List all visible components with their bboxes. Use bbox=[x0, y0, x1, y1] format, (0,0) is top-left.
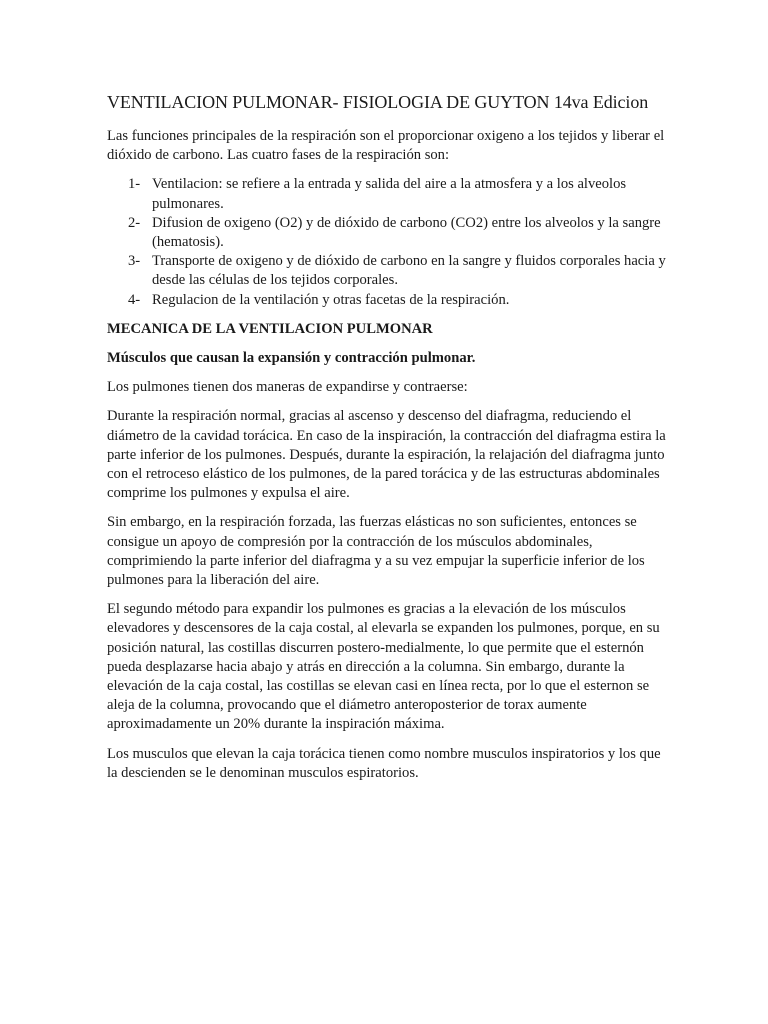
section-heading: MECANICA DE LA VENTILACION PULMONAR bbox=[107, 320, 433, 337]
document-title: VENTILACION PULMONAR- FISIOLOGIA DE GUYTON 14va Edicion bbox=[107, 92, 649, 112]
intro-paragraph: Las funciones principales de la respiración son el proporcionar oxigeno a los tejidos y liberar el dióxido de carbono. Las cuatro fases de la respiración son: bbox=[107, 128, 665, 164]
list-item-number: 1- bbox=[128, 176, 141, 193]
phases-list bbox=[107, 175, 667, 309]
list-item bbox=[107, 214, 667, 252]
body-paragraph: Durante la respiración normal, gracias al ascenso y descenso del diafragma, reduciendo el diámetro de la cavidad torácica. En caso de la inspiración, la contracción del diafragma estira la parte inferior de los pulmones. Después, durante la espiración, la relajación del diafragma junto con el retroceso elástico de los pulmones, de la pared torácica y de las estructuras abdominales comprime los pulmones y expulsa el aire. bbox=[107, 408, 666, 502]
list-item-number: 2- bbox=[128, 214, 141, 231]
list-item bbox=[107, 175, 667, 213]
list-item-number: 3- bbox=[128, 253, 141, 270]
list-item-text: Ventilacion: se refiere a la entrada y salida del aire a la atmosfera y a los alveolos pulmonares. bbox=[152, 176, 627, 212]
list-item-text: Regulacion de la ventilación y otras facetas de la respiración. bbox=[152, 291, 510, 308]
body-paragraph: Los pulmones tienen dos maneras de expandirse y contraerse: bbox=[107, 379, 468, 396]
list-item-number: 4- bbox=[128, 291, 141, 308]
subsection-heading: Músculos que causan la expansión y contracción pulmonar. bbox=[107, 350, 476, 367]
body-paragraph: El segundo método para expandir los pulmones es gracias a la elevación de los músculos elevadores y descensores de la caja costal, al elevarla se expanden los pulmones, porque, en su posición natural, las costillas discurren postero-medialmente, lo que permite que el esternón pueda desplazarse hacia abajo y atrás en dirección a la columna. Sin embargo, durante la elevación de la caja costal, las costillas se elevan casi en línea recta, por lo que el esternon se aleja de la columna, provocando que el diámetro anteroposterior de torax aumente aproximadamente un 20% durante la inspiración máxima. bbox=[107, 601, 660, 733]
body-paragraph: Los musculos que elevan la caja torácica tienen como nombre musculos inspiratorios y los que la descienden se le denominan musculos espiratorios. bbox=[107, 745, 661, 781]
list-item bbox=[107, 252, 667, 290]
body-paragraph: Sin embargo, en la respiración forzada, las fuerzas elásticas no son suficientes, entonces se consigue un apoyo de compresión por la contracción de los músculos abdominales, comprimiendo la parte inferior del diafragma y a su vez empujar la superficie inferior de los pulmones para la liberación del aire. bbox=[107, 514, 645, 589]
list-item-text: Difusion de oxigeno (O2) y de dióxido de carbono (CO2) entre los alveolos y la sangre (hematosis). bbox=[152, 214, 661, 251]
list-item bbox=[107, 291, 667, 310]
list-item-text: Transporte de oxigeno y de dióxido de carbono en la sangre y fluidos corporales hacia y desde las células de los tejidos corporales. bbox=[152, 253, 666, 289]
document-body bbox=[107, 90, 667, 793]
